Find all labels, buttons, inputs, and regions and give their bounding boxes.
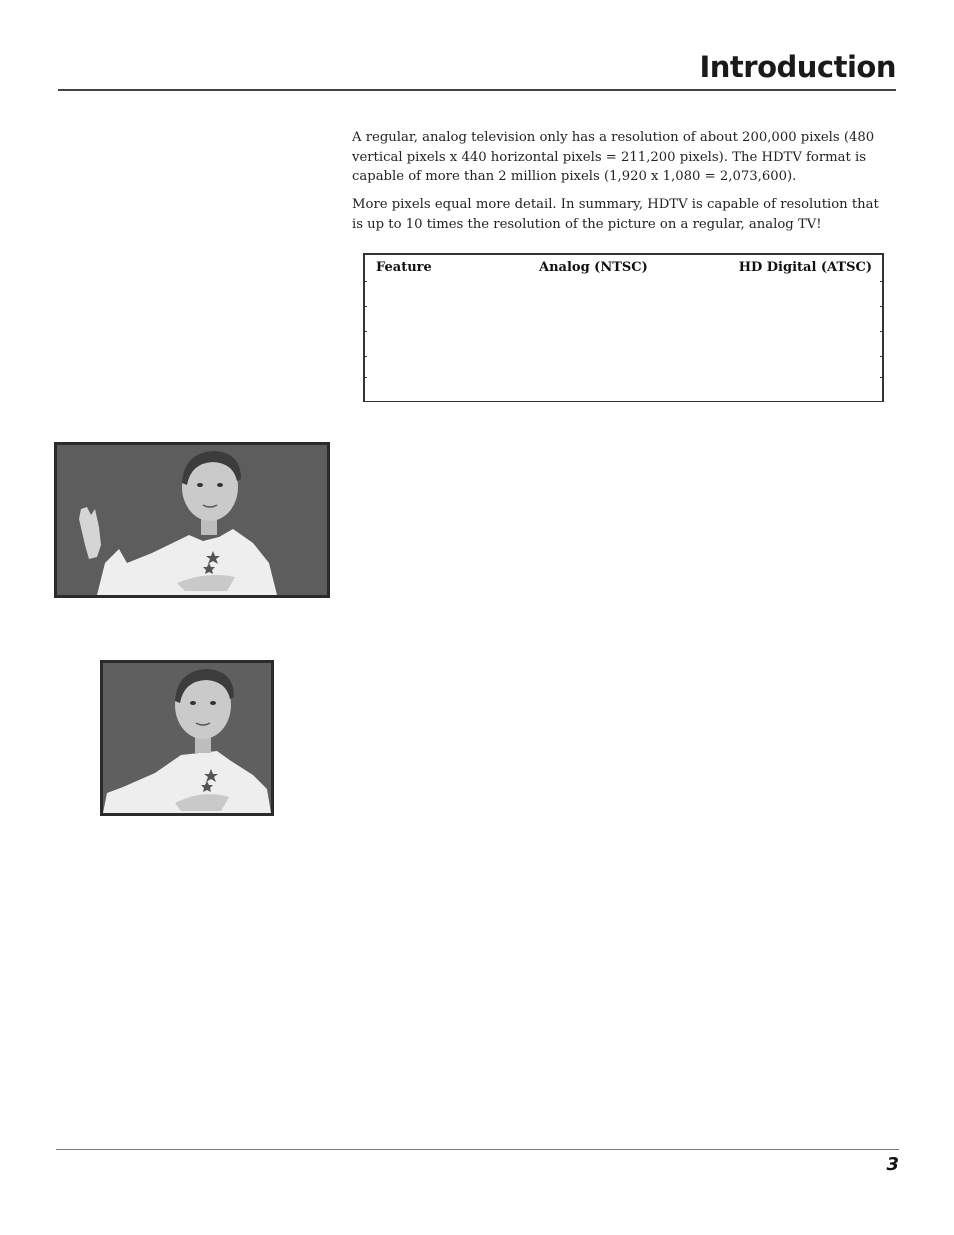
comparison-table: [363, 253, 884, 402]
table-border-bottom: [363, 401, 707, 403]
page-number: 3: [886, 1154, 899, 1175]
footer-divider: [56, 1149, 899, 1150]
intro-paragraph-1: A regular, analog television only has a resolution of about 200,000 pixels (480 vertical pixels x 440 horizontal pixels = 211,200 pixels). The HDTV format is capable of more than 2 million pixels (1,920 x 1,080 = 2,073,600).: [352, 130, 875, 184]
table-header-analog: Analog (NTSC): [539, 260, 648, 275]
table-header-feature: Feature: [376, 260, 432, 275]
table-row-tick: [880, 281, 884, 282]
table-header-hd-digital: HD Digital (ATSC): [738, 260, 872, 275]
table-row-tick: [363, 306, 367, 307]
standard-photo: [100, 660, 274, 816]
table-border-left: [363, 253, 365, 402]
table-row-tick: [363, 331, 367, 332]
table-row-tick: [363, 356, 367, 357]
table-border-top: [524, 253, 884, 255]
header-divider: [58, 89, 896, 91]
page-title: Introduction: [699, 50, 896, 84]
table-border-bottom: [706, 401, 884, 403]
table-row-tick: [880, 377, 884, 378]
table-row-tick: [880, 331, 884, 332]
table-border-top: [363, 253, 526, 255]
table-row-tick: [363, 377, 367, 378]
intro-paragraph-2: More pixels equal more detail. In summary, HDTV is capable of resolution that is up to 10 times the resolution of the picture on a regular, analog TV!: [352, 197, 879, 232]
table-row-tick: [363, 281, 367, 282]
table-border-right: [882, 253, 884, 402]
table-row-tick: [880, 356, 884, 357]
table-row-tick: [880, 306, 884, 307]
photo-boy-widescreen-icon: [57, 445, 327, 595]
photo-boy-standard-icon: [103, 663, 271, 813]
widescreen-photo: [54, 442, 330, 598]
